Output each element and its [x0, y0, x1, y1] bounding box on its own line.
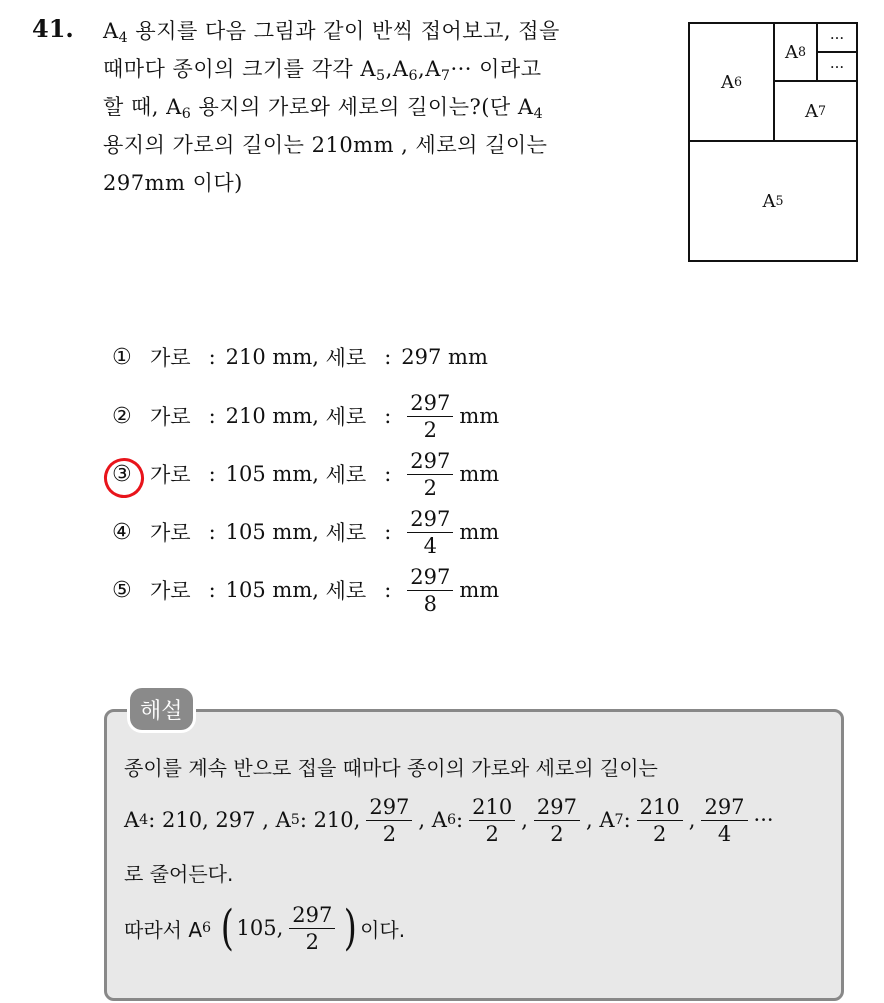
fraction: $\frac{210}{2}$ [469, 794, 515, 847]
choice-1[interactable]: ① 가로 : 210 mm, 세로 : 297 mm [112, 344, 488, 370]
question-line-2: 때마다 종이의 크기를 각각 $A_5,A_6,A_7\cdot\cdot\cdot$ 이라고 [103, 57, 542, 84]
choice-number: ⑤ [112, 577, 132, 603]
choice-number: ① [112, 344, 132, 370]
question-line-4: 용지의 가로의 길이는 210mm , 세로의 길이는 [103, 133, 548, 157]
question-number: 41. [32, 14, 74, 43]
fraction: $\frac{297}{4}$ [407, 506, 453, 559]
fraction: $\frac{297}{2}$ [534, 794, 580, 847]
fraction: $\frac{297}{2}$ [407, 390, 453, 443]
fraction: $\frac{297}{2}$ [407, 448, 453, 501]
fraction: $\frac{297}{2}$ [366, 794, 412, 847]
question-line-5: 297mm 이다) [103, 171, 243, 195]
fraction: $\frac{297}{4}$ [701, 794, 747, 847]
question-line-3: 할 때, $A_6$ 용지의 가로와 세로의 길이는?(단 $A_4$ [103, 95, 544, 122]
figure-cell-dots-top: ··· [818, 24, 856, 53]
figure-cell-dots-bottom: ··· [818, 53, 856, 82]
choice-number: ④ [112, 519, 132, 545]
choice-5[interactable]: ⑤ 가로 : 105 mm, 세로 : $\frac{297}{8}$ mm [112, 564, 500, 616]
choice-number: ③ [112, 462, 150, 487]
answer-mark-circle-icon [98, 452, 149, 503]
choice-number: ② [112, 403, 132, 429]
solution-tag: 해설 [130, 688, 193, 730]
fraction: $\frac{210}{2}$ [637, 794, 683, 847]
solution-line-1: 종이를 계속 반으로 접을 때마다 종이의 가로와 세로의 길이는 [124, 755, 658, 780]
solution-line-4: 따라서 A 6 ( 105, $\frac{297}{2}$ ) 이다. [124, 900, 406, 956]
fraction: $\frac{297}{8}$ [407, 564, 453, 617]
question-line-1: $A_4$ 용지를 다음 그림과 같이 반씩 접어보고, 접을 [103, 19, 560, 46]
choice-2[interactable]: ② 가로 : 210 mm, 세로 : $\frac{297}{2}$ mm [112, 390, 500, 442]
choice-3[interactable]: ③ 가로 : 105 mm, 세로 : $\frac{297}{2}$ mm [112, 445, 499, 503]
choice-4[interactable]: ④ 가로 : 105 mm, 세로 : $\frac{297}{4}$ mm [112, 506, 500, 558]
paper-fold-figure [688, 22, 858, 262]
question-text [103, 12, 658, 202]
solution-line-3: 로 줄어든다. [124, 861, 234, 886]
figure-cell-a7: A 7 [775, 82, 856, 142]
fraction: $\frac{297}{2}$ [289, 902, 335, 955]
figure-cell-a8: A 8 [775, 24, 818, 82]
figure-cell-a5: A 5 [762, 190, 784, 212]
solution-line-2: A 4 : 210, 297 , A 5 : 210, $\frac{297}{2}$ , A 6 : $\frac{210}{2}$ , $\frac{297}{2}$ , A 7 : $\frac{210}{2}$ , $\frac{297}{4}$ ··· [124, 794, 774, 846]
figure-cell-a6: A 6 [690, 24, 775, 142]
